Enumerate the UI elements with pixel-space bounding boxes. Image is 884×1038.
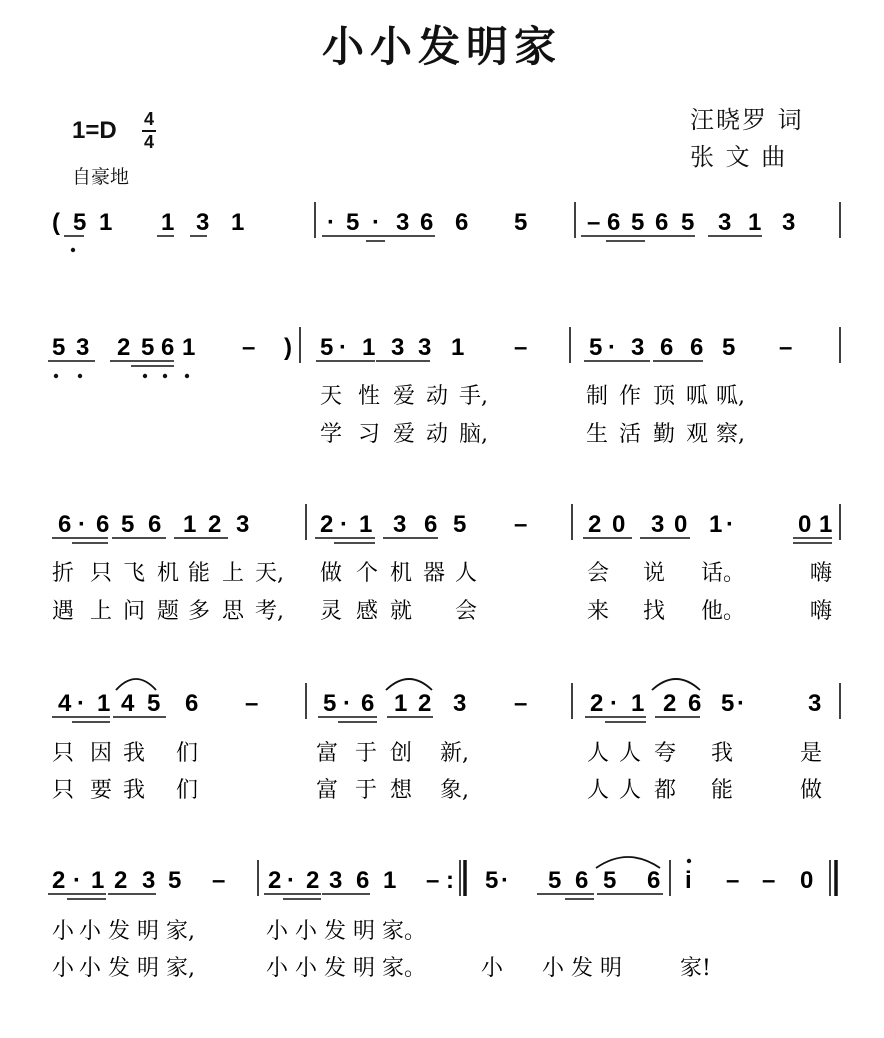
note: 5 <box>722 334 736 361</box>
dash-extension: – <box>426 867 440 894</box>
note: 1 <box>819 511 833 538</box>
note: 5 <box>141 334 155 361</box>
low-octave-dot <box>163 374 167 378</box>
lyric-syllable: 人 <box>619 741 642 766</box>
lyric-syllable: 察, <box>716 422 745 447</box>
augmentation-dot: · <box>327 209 335 236</box>
time-signature-bottom: 4 <box>143 132 154 152</box>
note: 6 <box>455 209 469 236</box>
lyric-syllable: 我 <box>711 741 734 766</box>
lyric-syllable: 爱 <box>393 422 416 447</box>
low-octave-dot <box>71 248 75 252</box>
note: 5 <box>453 511 467 538</box>
dash-extension: – <box>245 690 259 717</box>
note: 6 <box>361 690 375 717</box>
lyric-syllable: 机 <box>157 561 180 586</box>
note: 3 <box>718 209 732 236</box>
augmentation-dot: · <box>340 511 348 538</box>
note: 1 <box>383 867 397 894</box>
dash-extension: – <box>242 334 256 361</box>
lyric-syllable: 生 <box>586 422 609 447</box>
note: 3 <box>631 334 645 361</box>
note: 6 <box>148 511 162 538</box>
paren-close: ) <box>284 334 292 361</box>
lyric-syllable: 感 <box>356 599 379 624</box>
lyric-syllable: 家, <box>166 919 195 944</box>
lyric-syllable: 顶 <box>653 384 676 409</box>
note: 3 <box>782 209 796 236</box>
note: 1 <box>97 690 111 717</box>
lyric-syllable: 呱 <box>686 384 709 409</box>
note: 6 <box>575 867 589 894</box>
lyric-syllable: 他。 <box>701 599 746 624</box>
note: i <box>685 867 692 894</box>
lyric-syllable: 会 <box>455 599 478 624</box>
augmentation-dot: · <box>726 511 734 538</box>
slur <box>652 679 700 690</box>
note: 6 <box>660 334 674 361</box>
lyric-syllable: 活 <box>619 422 642 447</box>
lyric-syllable: 天 <box>320 384 343 409</box>
dash-extension: – <box>212 867 226 894</box>
note: 5 <box>147 690 161 717</box>
composer-role: 曲 <box>761 143 788 171</box>
lyric-syllable: 明 <box>137 919 160 944</box>
note: 1 <box>91 867 105 894</box>
lyric-syllable: 我 <box>123 778 146 803</box>
lyric-syllable: 脑, <box>459 422 488 447</box>
note: 3 <box>196 209 210 236</box>
lyricist-role: 词 <box>777 106 804 134</box>
note: 2 <box>320 511 334 538</box>
note: 3 <box>808 690 822 717</box>
lyric-syllable: 富 <box>316 741 339 766</box>
lyric-syllable: 小 <box>295 956 318 981</box>
note: 2 <box>117 334 131 361</box>
lyric-syllable: 小 <box>266 956 289 981</box>
note: 2 <box>418 690 432 717</box>
lyric-syllable: 于 <box>355 778 378 803</box>
note: 1 <box>394 690 408 717</box>
note: 0 <box>612 511 626 538</box>
note: 5 <box>168 867 182 894</box>
note: 6 <box>58 511 72 538</box>
note: 2 <box>663 690 677 717</box>
note: 6 <box>185 690 199 717</box>
note: 5 <box>485 867 499 894</box>
note: 1 <box>161 209 175 236</box>
lyric-syllable: 题 <box>157 599 180 624</box>
note: 2 <box>208 511 222 538</box>
augmentation-dot: · <box>343 690 351 717</box>
note: 1 <box>182 334 196 361</box>
augmentation-dot: · <box>737 690 745 717</box>
note: 2 <box>588 511 602 538</box>
note: 5 <box>346 209 360 236</box>
lyric-syllable: 说 <box>643 561 666 586</box>
lyric-syllable: 家。 <box>382 956 427 981</box>
repeat-dots: : <box>446 867 454 894</box>
note: 3 <box>391 334 405 361</box>
dash-extension: – <box>514 334 528 361</box>
lyric-syllable: 家! <box>680 956 711 981</box>
lyric-syllable: 人 <box>587 741 610 766</box>
lyric-syllable: 飞 <box>123 561 146 586</box>
slur <box>116 679 156 690</box>
note: 6 <box>356 867 370 894</box>
note: 2 <box>52 867 66 894</box>
lyric-syllable: 发 <box>324 919 347 944</box>
lyric-syllable: 考, <box>255 599 284 624</box>
low-octave-dot <box>143 374 147 378</box>
augmentation-dot: · <box>372 209 380 236</box>
augmentation-dot: · <box>73 867 81 894</box>
lyric-syllable: 只 <box>52 741 75 766</box>
lyric-syllable: 小 <box>79 919 102 944</box>
note: 1 <box>709 511 723 538</box>
lyric-syllable: 机 <box>390 561 413 586</box>
lyric-syllable: 遇 <box>52 599 75 624</box>
lyric-syllable: 们 <box>176 741 199 766</box>
lyric-syllable: 都 <box>654 778 677 803</box>
slur <box>386 679 432 690</box>
note: 0 <box>674 511 688 538</box>
lyric-syllable: 人 <box>587 778 610 803</box>
lyric-syllable: 嗨 <box>810 561 833 586</box>
note: 5 <box>589 334 603 361</box>
lyric-syllable: 手, <box>459 384 488 409</box>
note: 4 <box>121 690 135 717</box>
lyric-syllable: 个 <box>356 561 379 586</box>
note: 3 <box>76 334 90 361</box>
note: 2 <box>306 867 320 894</box>
tempo-marking: 自豪地 <box>72 166 130 188</box>
lyric-syllable: 做 <box>320 561 343 586</box>
note: 6 <box>607 209 621 236</box>
lyric-syllable: 小 <box>266 919 289 944</box>
lyric-syllable: 人 <box>455 561 478 586</box>
lyric-syllable: 多 <box>188 599 211 624</box>
lyric-syllable: 们 <box>176 778 199 803</box>
note: 5 <box>721 690 735 717</box>
lyric-syllable: 勤 <box>653 422 676 447</box>
lyric-syllable: 器 <box>423 561 446 586</box>
note: 6 <box>161 334 175 361</box>
dash-extension: – <box>779 334 793 361</box>
note: 5 <box>631 209 645 236</box>
note: 0 <box>800 867 814 894</box>
lyric-syllable: 折 <box>52 561 75 586</box>
note: 1 <box>183 511 197 538</box>
lyric-syllable: 发 <box>108 956 131 981</box>
note: 6 <box>688 690 702 717</box>
lyric-syllable: 创 <box>390 741 413 766</box>
augmentation-dot: · <box>610 690 618 717</box>
lyric-syllable: 夸 <box>654 741 677 766</box>
lyric-syllable: 富 <box>316 778 339 803</box>
note: 6 <box>96 511 110 538</box>
note: 6 <box>690 334 704 361</box>
composer-name: 张 文 <box>690 143 752 171</box>
lyric-syllable: 新, <box>440 741 469 766</box>
lyricist-name: 汪晓罗 <box>690 106 768 134</box>
lyric-syllable: 明 <box>600 956 623 981</box>
note: 1 <box>748 209 762 236</box>
note: 6 <box>655 209 669 236</box>
note: 5 <box>121 511 135 538</box>
lyric-syllable: 上 <box>90 599 113 624</box>
note: ( <box>52 209 60 236</box>
note: 1 <box>631 690 645 717</box>
lyric-syllable: 呱, <box>716 384 745 409</box>
lyric-syllable: 能 <box>711 778 734 803</box>
lyric-syllable: 想 <box>390 778 413 803</box>
note: 0 <box>798 511 812 538</box>
note: 4 <box>58 690 72 717</box>
augmentation-dot: · <box>608 334 616 361</box>
lyric-syllable: 小 <box>542 956 565 981</box>
note: 2 <box>590 690 604 717</box>
lyric-syllable: 只 <box>52 778 75 803</box>
song-title: 小小发明家 <box>321 22 562 71</box>
note: 1 <box>99 209 113 236</box>
lyric-syllable: 动 <box>426 384 449 409</box>
note: 1 <box>231 209 245 236</box>
lyric-syllable: 学 <box>320 422 343 447</box>
lyric-syllable: 观 <box>686 422 709 447</box>
lyric-syllable: 小 <box>295 919 318 944</box>
note: 6 <box>424 511 438 538</box>
low-octave-dot <box>54 374 58 378</box>
lyric-syllable: 只 <box>90 561 113 586</box>
lyric-syllable: 小 <box>52 956 75 981</box>
lyric-syllable: 天, <box>255 561 284 586</box>
dash-extension: – <box>762 867 776 894</box>
lyric-syllable: 发 <box>108 919 131 944</box>
lyric-syllable: 发 <box>571 956 594 981</box>
lyric-syllable: 灵 <box>320 599 343 624</box>
lyric-syllable: 爱 <box>393 384 416 409</box>
lyric-syllable: 思 <box>222 599 245 624</box>
lyric-syllable: 话。 <box>701 561 746 586</box>
lyric-syllable: 习 <box>358 422 381 447</box>
note: 5 <box>548 867 562 894</box>
note: 2 <box>114 867 128 894</box>
note: 6 <box>647 867 661 894</box>
low-octave-dot <box>78 374 82 378</box>
note: 5 <box>320 334 334 361</box>
lyric-syllable: 制 <box>586 384 609 409</box>
lyric-syllable: 小 <box>52 919 75 944</box>
lyric-syllable: 明 <box>353 956 376 981</box>
augmentation-dot: · <box>78 511 86 538</box>
lyric-syllable: 上 <box>222 561 245 586</box>
lyric-syllable: 是 <box>800 741 823 766</box>
note: 5 <box>681 209 695 236</box>
lyric-syllable: 找 <box>643 599 666 624</box>
note: 3 <box>396 209 410 236</box>
augmentation-dot: · <box>339 334 347 361</box>
augmentation-dot: · <box>287 867 295 894</box>
time-signature-top: 4 <box>143 109 154 129</box>
lyric-syllable: 家, <box>166 956 195 981</box>
lyric-syllable: 动 <box>426 422 449 447</box>
note: 5 <box>514 209 528 236</box>
lyric-syllable: 家。 <box>382 919 427 944</box>
lyric-syllable: 发 <box>324 956 347 981</box>
dash-extension: – <box>514 511 528 538</box>
augmentation-dot: · <box>501 867 509 894</box>
lyric-syllable: 就 <box>390 599 413 624</box>
note: 3 <box>236 511 250 538</box>
note: 3 <box>142 867 156 894</box>
lyric-syllable: 要 <box>90 778 113 803</box>
note: 5 <box>323 690 337 717</box>
lyric-syllable: 因 <box>90 741 113 766</box>
note: 5 <box>603 867 617 894</box>
note: 6 <box>420 209 434 236</box>
note: 1 <box>359 511 373 538</box>
augmentation-dot: · <box>77 690 85 717</box>
note: 5 <box>73 209 87 236</box>
lyric-syllable: 来 <box>587 599 610 624</box>
note: 2 <box>268 867 282 894</box>
dash-extension: – <box>726 867 740 894</box>
key-signature: 1=D <box>72 117 117 144</box>
lyric-syllable: 明 <box>353 919 376 944</box>
lyric-syllable: 象, <box>440 778 469 803</box>
note: 3 <box>329 867 343 894</box>
lyric-syllable: 能 <box>188 561 211 586</box>
dash-extension: – <box>587 209 601 236</box>
note: 3 <box>453 690 467 717</box>
note: 5 <box>52 334 66 361</box>
lyric-syllable: 我 <box>123 741 146 766</box>
high-octave-dot <box>687 859 691 863</box>
lyric-syllable: 小 <box>481 956 504 981</box>
lyric-syllable: 会 <box>587 561 610 586</box>
note: 3 <box>393 511 407 538</box>
lyric-syllable: 问 <box>123 599 146 624</box>
lyric-syllable: 嗨 <box>810 599 833 624</box>
note: 1 <box>451 334 465 361</box>
note: 3 <box>651 511 665 538</box>
dash-extension: – <box>514 690 528 717</box>
lyric-syllable: 小 <box>79 956 102 981</box>
lyric-syllable: 人 <box>619 778 642 803</box>
lyric-syllable: 作 <box>619 384 642 409</box>
lyric-syllable: 性 <box>358 384 381 409</box>
lyric-syllable: 明 <box>137 956 160 981</box>
note: 3 <box>418 334 432 361</box>
note: 1 <box>362 334 376 361</box>
lyric-syllable: 做 <box>800 778 823 803</box>
lyric-syllable: 于 <box>355 741 378 766</box>
low-octave-dot <box>185 374 189 378</box>
